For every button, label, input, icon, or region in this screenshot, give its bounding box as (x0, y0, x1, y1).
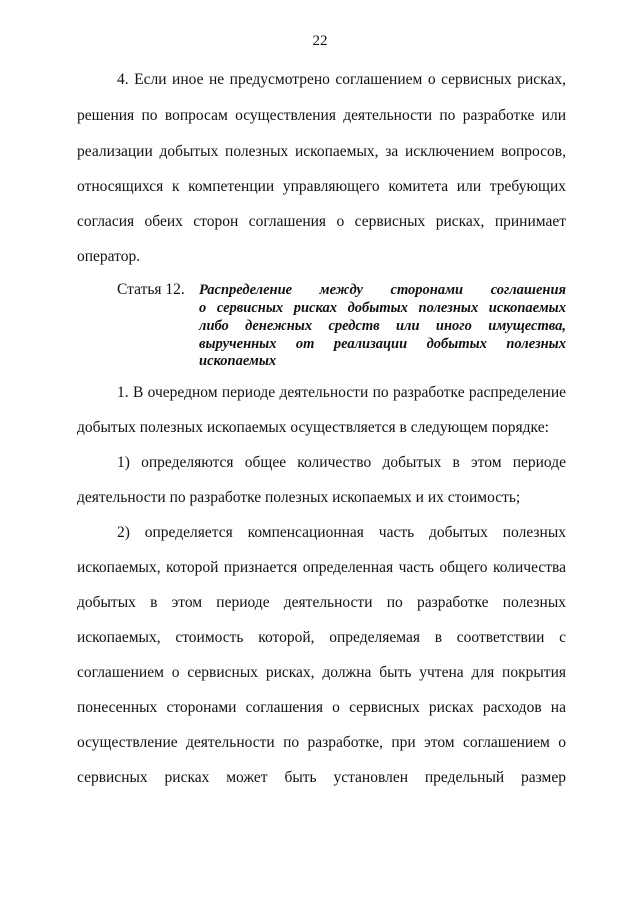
text-line: осуществление деятельности по разработке, при этом соглашением о (77, 734, 566, 751)
text-line: оператор. (77, 248, 141, 265)
text-line: относящихся к компетенции управляющего комитета или требующих (77, 178, 566, 195)
page-number: 22 (312, 33, 328, 49)
text-line: 2) определяется компенсационная часть добытых полезных (117, 524, 566, 541)
text-line: ископаемых, стоимость которой, определяемая в соответствии с (77, 629, 566, 646)
text-line: согласия обеих сторон соглашения о сервисных рисках, принимает (77, 213, 566, 230)
text-line: добытых в этом периоде деятельности по разработке полезных (77, 594, 566, 611)
text-line: реализации добытых полезных ископаемых, за исключением вопросов, (77, 143, 566, 160)
text-line: деятельности по разработке полезных ископаемых и их стоимость; (77, 489, 521, 506)
text-line: решения по вопросам осуществления деятельности по разработке или (77, 107, 566, 124)
text-line: понесенных сторонами соглашения о сервисных рисках расходов на (77, 699, 566, 716)
article-heading-line: Распределение между сторонами соглашения (199, 282, 566, 298)
article-heading-line: о сервисных рисках добытых полезных ископаемых (199, 300, 566, 316)
text-line: 1) определяются общее количество добытых в этом периоде (117, 454, 566, 471)
article-heading-line: либо денежных средств или иного имущества, (199, 318, 566, 334)
text-line: добытых полезных ископаемых осуществляется в следующем порядке: (77, 419, 549, 436)
text-line: 1. В очередном периоде деятельности по разработке распределение (117, 384, 566, 401)
text-line: сервисных рисках может быть установлен предельный размер (77, 769, 566, 786)
article-label: Статья 12. (117, 281, 185, 298)
text-line: соглашением о сервисных рисках, должна быть учтена для покрытия (77, 664, 566, 681)
text-line: ископаемых, которой признается определенная часть общего количества (77, 559, 566, 576)
article-heading-line: ископаемых (199, 353, 277, 369)
article-heading-line: вырученных от реализации добытых полезных (199, 336, 566, 352)
text-line: 4. Если иное не предусмотрено соглашением о сервисных рисках, (117, 71, 566, 88)
